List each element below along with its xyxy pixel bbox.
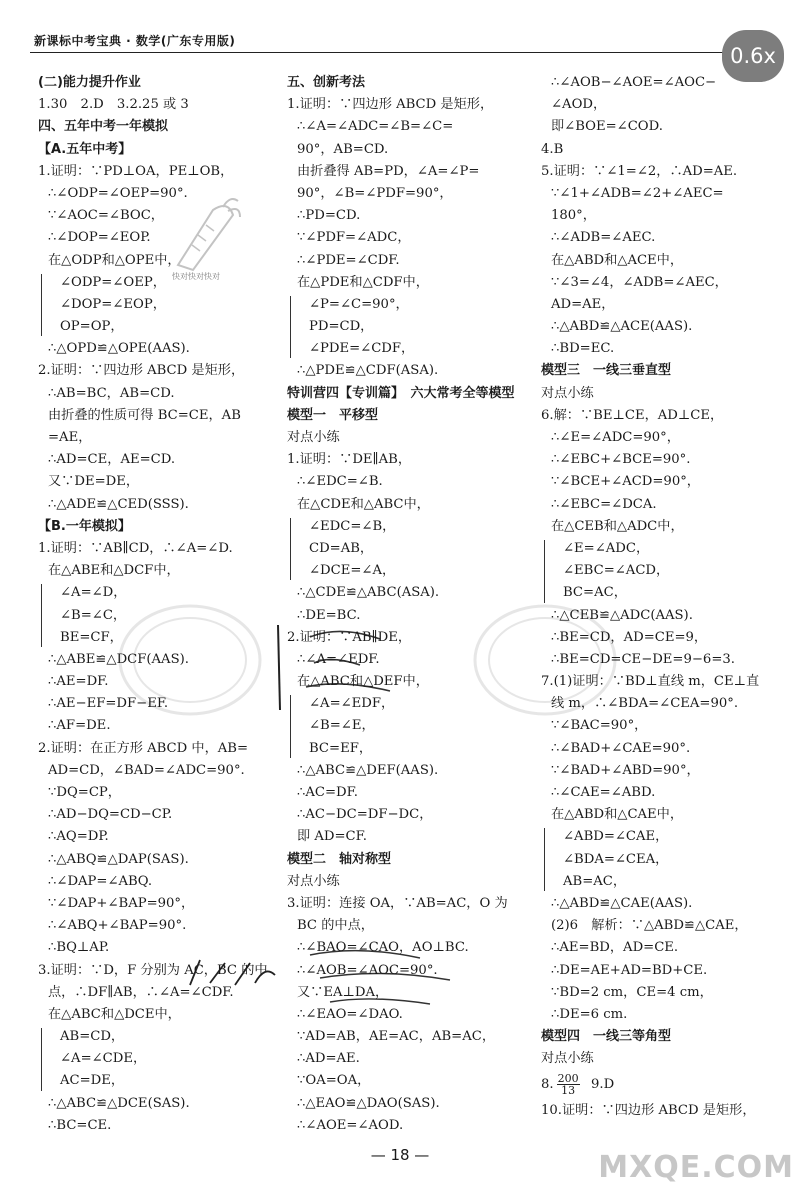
answer-line: ∴△CEB≌△ADC(AAS). xyxy=(551,607,693,623)
answer-line: ∴DE=6 cm. xyxy=(551,1006,628,1022)
answer-line: =AE， xyxy=(48,430,92,445)
brace-group xyxy=(38,272,278,339)
practice-label: 对点小练 xyxy=(541,1051,594,1067)
answer-line: ∴△ABD≌△ACE(AAS). xyxy=(551,319,693,335)
sticker-caption: 快对快对快对 xyxy=(172,272,220,281)
answer-line: ∴AE=BD，AD=CE. xyxy=(551,940,679,956)
answer-line: 在△ABD和△CAE中， xyxy=(551,807,684,823)
answer-line: ∴∠A=∠EDF. xyxy=(297,651,380,667)
subsection-heading: 【A.五年中考】 xyxy=(38,141,132,157)
answer-line: 4.B xyxy=(541,141,564,157)
header-rule xyxy=(30,52,730,53)
answer-line: ∠A=∠EDF， xyxy=(309,696,395,712)
answer-line: ∴BE=CD=CE−DE=9−6=3. xyxy=(551,651,735,667)
practice-label: 对点小练 xyxy=(541,385,594,401)
answer-line: AB=AC， xyxy=(563,873,627,889)
answer-line: 3.证明：连接 OA，∵AB=AC，O 为 xyxy=(287,895,508,911)
subsection-heading: 【B.一年模拟】 xyxy=(38,518,131,534)
answer-line: ∴AE−EF=DF−EF. xyxy=(48,696,169,712)
answer-line: ∵∠1+∠ADB=∠2+∠AEC= xyxy=(551,185,724,201)
answer-line: ∵DQ=CP， xyxy=(48,785,121,800)
section-heading: 五、创新考法 xyxy=(287,75,366,90)
answer-line: ∴△ADE≌△CED(SSS). xyxy=(48,496,189,512)
answer-line: ∴DE=AE+AD=BD+CE. xyxy=(551,962,708,978)
answer-line: 2.证明：∵AB∥DE， xyxy=(287,629,412,645)
answer-line: 在△ABE和△DCF中， xyxy=(48,563,180,579)
section-heading: (二)能力提升作业 xyxy=(38,75,141,90)
answer-line: ∠EBC=∠ACD， xyxy=(563,563,670,579)
answer-line: ∴△PDE≌△CDF(ASA). xyxy=(297,363,439,379)
answer-line: 由折叠的性质可得 BC=CE，AB xyxy=(48,407,241,423)
answer-line: ∴AF=DE. xyxy=(48,718,111,734)
answer-line: 在△CEB和△ADC中， xyxy=(551,518,684,534)
answer-line: ∴△ABC≌△DCE(SAS). xyxy=(48,1095,190,1111)
fraction-numerator: 200 xyxy=(557,1072,579,1086)
answer-line: ∴△ABE≌△DCF(AAS). xyxy=(48,651,189,667)
answer-line: ∴∠AOB−∠AOE=∠AOC− xyxy=(551,75,717,90)
fraction xyxy=(557,1073,580,1096)
answer-line: ∴∠E=∠ADC=90°， xyxy=(551,430,680,445)
answer-line: ∴BQ⊥AP. xyxy=(48,940,110,956)
answer-line: ∠PDE=∠CDF， xyxy=(309,341,415,357)
answer-line: PD=CD， xyxy=(309,319,374,335)
answer-line: ∴∠ODP=∠OEP=90°. xyxy=(48,185,188,201)
answer-line: ∵∠DAP+∠BAP=90°， xyxy=(48,895,195,911)
answer-line: ∴∠AOE=∠AOD. xyxy=(297,1117,404,1133)
answer-line: 线 m，∴∠BDA=∠CEA=90°. xyxy=(551,696,739,712)
practice-label: 对点小练 xyxy=(287,430,340,445)
answer-line: ∠A=∠D， xyxy=(60,585,127,601)
answer-line: 点，∴DF∥AB，∴∠A=∠CDF. xyxy=(48,984,234,1000)
answer-line: ∴∠CAE=∠ABD. xyxy=(551,785,656,800)
answer-column-left xyxy=(38,72,278,1137)
answer-line: BC 的中点， xyxy=(297,918,374,934)
answer-line: ∠P=∠C=90°， xyxy=(309,296,409,312)
answer-text: 9.D xyxy=(590,1077,615,1093)
brace-group xyxy=(287,516,532,583)
answer-line: ∠ODP=∠OEP， xyxy=(60,274,166,290)
answer-line: ∴∠BAO=∠CAO，AO⊥BC. xyxy=(297,940,469,956)
answer-line: 2.证明：在正方形 ABCD 中，AB= xyxy=(38,740,249,756)
answer-line: 1.证明：∵PD⊥OA，PE⊥OB， xyxy=(38,163,234,179)
answer-line: ∴AC=DF. xyxy=(297,785,358,800)
answer-line: ∴∠AOB=∠AOC=90°. xyxy=(297,962,438,978)
answer-line: OP=OP， xyxy=(60,319,124,335)
answer-line: ∠ABD=∠CAE， xyxy=(563,829,669,845)
brace-group xyxy=(541,538,781,605)
answer-line: 90°，AB=CD. xyxy=(297,141,389,157)
answer-line: 即∠BOE=∠COD. xyxy=(551,119,663,135)
answer-line: ∠B=∠C， xyxy=(60,607,127,623)
answer-line: 在△ODP和△OPE中， xyxy=(48,252,181,268)
answer-line: ∴△ABQ≌△DAP(SAS). xyxy=(48,851,189,867)
site-watermark: MXQE.COM xyxy=(598,1150,794,1185)
answer-line: ∴AD−DQ=CD−CP. xyxy=(48,807,173,823)
answer-line: 3.证明：∵D，F 分别为 AC，BC 的中 xyxy=(38,962,268,978)
answer-line: 在△PDE和△CDF中， xyxy=(297,274,429,290)
answer-line: ∴AC−DC=DF−DC， xyxy=(297,807,433,823)
answer-line: CD=AB， xyxy=(309,540,374,556)
answer-line: 5.证明：∵∠1=∠2，∴AD=AE. xyxy=(541,163,738,179)
playback-speed-badge[interactable]: 0.6x xyxy=(722,30,784,82)
subsection-heading: 模型四 一线三等角型 xyxy=(541,1029,672,1045)
answer-line: ∴∠ABQ+∠BAP=90°. xyxy=(48,918,187,934)
answer-line: ∠DOP=∠EOP， xyxy=(60,296,166,312)
subsection-heading: 模型二 轴对称型 xyxy=(287,851,392,867)
brace-group xyxy=(287,693,532,760)
answer-line: BE=CF， xyxy=(60,629,123,645)
section-heading: 特训营四【专训篇】 六大常考全等模型 xyxy=(287,385,515,401)
answer-line: ∴BD=EC. xyxy=(551,341,615,357)
section-heading: 四、五年中考一年模拟 xyxy=(38,119,169,135)
answer-line: 90°，∠B=∠PDF=90°， xyxy=(297,185,453,201)
answer-line: ∴∠EBC+∠BCE=90°. xyxy=(551,452,691,468)
answer-line: ∠A=∠CDE， xyxy=(60,1051,147,1067)
answer-line: 即 AD=CF. xyxy=(297,829,367,845)
answer-line: BC=EF， xyxy=(309,740,373,756)
answer-line: ∴AD=AE. xyxy=(297,1051,360,1067)
answer-line: AD=CD，∠BAD=∠ADC=90°. xyxy=(48,762,245,778)
answer-line: ∴∠DAP=∠ABQ. xyxy=(48,873,153,889)
brace-group xyxy=(287,294,532,361)
fraction-denominator: 13 xyxy=(561,1084,576,1098)
answer-line: ∠DCE=∠A， xyxy=(309,563,396,579)
answer-line: ∠B=∠E， xyxy=(309,718,375,734)
answer-line: AC=DE， xyxy=(60,1073,125,1089)
answer-column-middle xyxy=(287,72,532,1137)
answer-line: ∴△ABD≌△CAE(AAS). xyxy=(551,895,693,911)
answer-line: ∴BE=CD，AD=CE=9， xyxy=(551,629,708,645)
answer-line: ∠EDC=∠B， xyxy=(309,518,396,534)
answer-line: ∴∠A=∠ADC=∠B=∠C= xyxy=(297,119,454,135)
answer-line: ∵∠3=∠4，∠ADB=∠AEC， xyxy=(551,274,728,290)
page-header: 新课标中考宝典 · 数学(广东专用版) xyxy=(34,34,236,48)
answer-line: 1.证明：∵AB∥CD，∴∠A=∠D. xyxy=(38,540,233,556)
answer-line: AB=CD， xyxy=(60,1029,125,1045)
answer-line: 又∵EA⊥DA， xyxy=(297,984,389,1000)
brace-group xyxy=(38,582,278,649)
answer-line: ∴AD=CE，AE=CD. xyxy=(48,452,176,468)
question-number: 8. xyxy=(541,1077,554,1093)
answer-line: ∴AQ=DP. xyxy=(48,829,109,845)
answer-line: 7.(1)证明：∵BD⊥直线 m，CE⊥直 xyxy=(541,674,760,690)
answer-line: 1.30 2.D 3.2.25 或 3 xyxy=(38,97,189,113)
answer-line: BC=AC， xyxy=(563,585,627,601)
answer-line: 6.解：∵BE⊥CE，AD⊥CE， xyxy=(541,407,724,423)
answer-line: 1.证明：∵四边形 ABCD 是矩形， xyxy=(287,97,494,113)
answer-line: ∴∠ADB=∠AEC. xyxy=(551,230,656,246)
answer-line: 在△CDE和△ABC中， xyxy=(297,496,430,512)
answer-line: ∴△CDE≌△ABC(ASA). xyxy=(297,585,440,601)
answer-line: ∠BDA=∠CEA， xyxy=(563,851,669,867)
answer-line: ∵OA=OA， xyxy=(297,1073,371,1089)
answer-line: ∴BC=CE. xyxy=(48,1117,112,1133)
answer-line: 10.证明：∵四边形 ABCD 是矩形， xyxy=(541,1103,756,1119)
answer-line: ∴∠PDE=∠CDF. xyxy=(297,252,400,268)
page-number: — 18 — xyxy=(370,1146,430,1164)
answer-line: ∠AOD， xyxy=(551,97,607,113)
answer-line: 又∵DE=DE， xyxy=(48,474,140,490)
answer-line: ∵∠AOC=∠BOC， xyxy=(48,208,164,224)
answer-line: ∴∠EBC=∠DCA. xyxy=(551,496,657,512)
answer-line: ∵∠BAD+∠ABD=90°， xyxy=(551,762,700,778)
brace-group xyxy=(38,1026,278,1093)
answer-line: ∵∠BAC=90°， xyxy=(551,718,648,734)
answer-line-fraction xyxy=(541,1070,781,1100)
answer-line: ∴∠BAD+∠CAE=90°. xyxy=(551,740,691,756)
answer-line: 在△ABD和△ACE中， xyxy=(551,252,684,268)
answer-line: 2.证明：∵四边形 ABCD 是矩形， xyxy=(38,363,245,379)
answer-line: ∵AD=AB，AE=AC，AB=AC， xyxy=(297,1029,496,1045)
answer-line: ∵∠PDF=∠ADC， xyxy=(297,230,411,246)
answer-line: ∴∠DOP=∠EOP. xyxy=(48,230,151,246)
practice-label: 对点小练 xyxy=(287,873,340,889)
brace-group xyxy=(541,826,781,893)
subsection-heading: 模型三 一线三垂直型 xyxy=(541,363,672,379)
answer-line: AD=AE， xyxy=(551,296,615,312)
answer-line: ∵BD=2 cm，CE=4 cm， xyxy=(551,984,713,1000)
answer-line: ∴△OPD≌△OPE(AAS). xyxy=(48,341,190,357)
answer-line: ∴AB=BC，AB=CD. xyxy=(48,385,175,401)
answer-line: ∴△ABC≌△DEF(AAS). xyxy=(297,762,439,778)
answer-line: 由折叠得 AB=PD，∠A=∠P= xyxy=(297,163,480,179)
answer-line: ∠E=∠ADC， xyxy=(563,540,650,556)
answer-line: ∴∠EDC=∠B. xyxy=(297,474,383,490)
answer-line: ∴∠EAO=∠DAO. xyxy=(297,1006,403,1022)
answer-line: (2)6 解析：∵△ABD≌△CAE， xyxy=(551,918,748,934)
answer-line: ∴DE=BC. xyxy=(297,607,361,623)
answer-line: ∴AE=DF. xyxy=(48,674,109,690)
answer-line: ∴PD=CD. xyxy=(297,208,361,224)
subsection-heading: 模型一 平移型 xyxy=(287,407,379,423)
answer-line: 1.证明：∵DE∥AB， xyxy=(287,452,412,468)
answer-line: 在△ABC和△DCE中， xyxy=(48,1006,181,1022)
answer-line: ∵∠BCE+∠ACD=90°， xyxy=(551,474,700,490)
answer-line: ∴△EAO≌△DAO(SAS). xyxy=(297,1095,440,1111)
answer-line: 在△ABC和△DEF中， xyxy=(297,674,429,690)
answer-column-right xyxy=(541,72,781,1123)
answer-line: 180°， xyxy=(551,208,596,224)
